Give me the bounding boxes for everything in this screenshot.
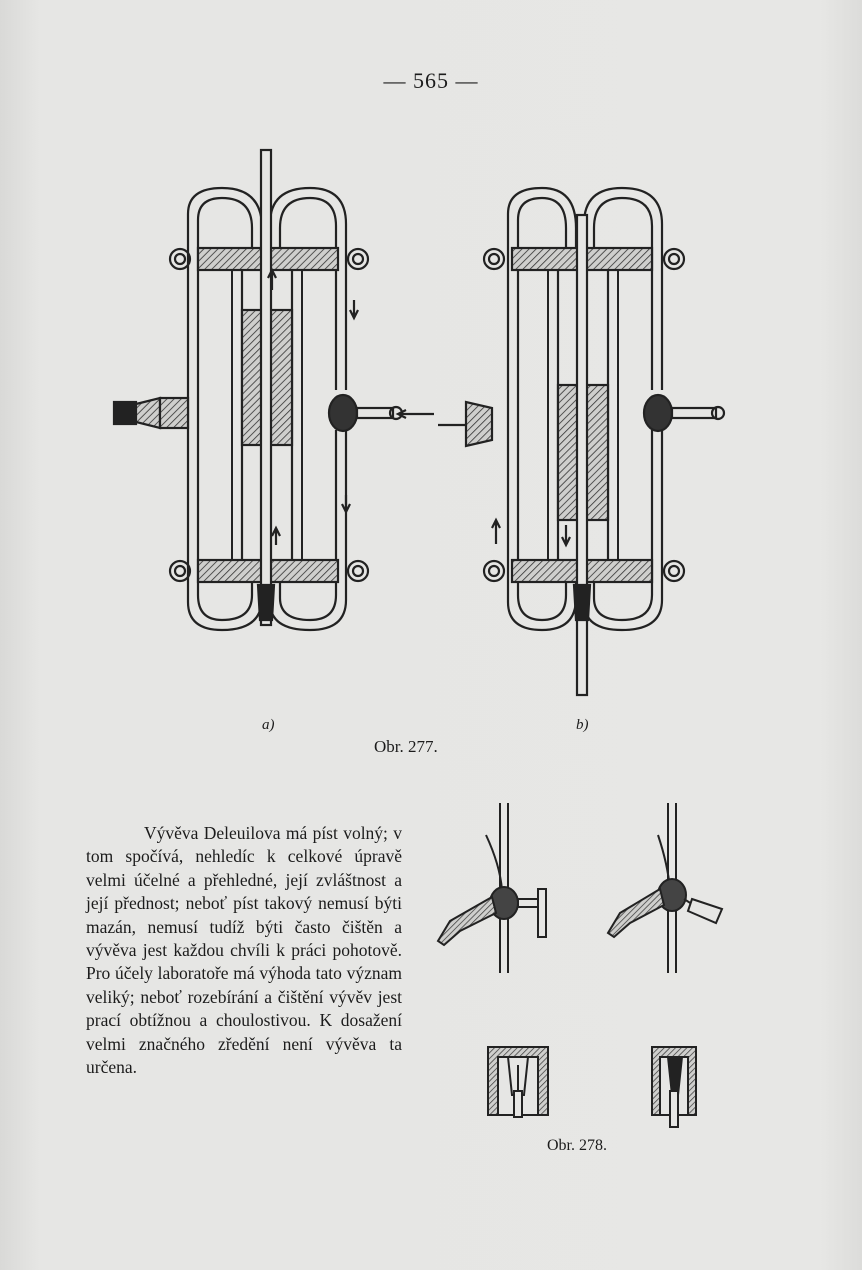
page-number: — 565 — [383,68,479,93]
figure-277-drawing [100,140,740,740]
figure-278-drawing [430,795,740,1135]
body-text [86,822,402,1079]
figure-label-a: a) [262,717,275,733]
figure-277-caption: Obr. 277. [374,737,438,756]
figure-278-caption: Obr. 278. [547,1137,607,1154]
pump-diagram-b [398,188,724,695]
paragraph: Vývěva Deleuilova má píst volný; v tom spočívá, nehledíc k celkové úpravě velmi účelné a přehledné, její zvláštnost a její přednost; neboť píst takový nemusí býti mazán, nemusí tudíž býti často čištěn a vývěva jest každou chvíli k práci pohotově. Pro účely laboratoře má výhoda tato význam veliký; neboť rozebírání a čištění vývěv jest prací obtížnou a choulostivou. K dosažení velmi značného zředění není vývěva ta určena. [86,823,402,1078]
pump-diagram-a [114,150,402,630]
figure-label-b: b) [576,717,589,733]
